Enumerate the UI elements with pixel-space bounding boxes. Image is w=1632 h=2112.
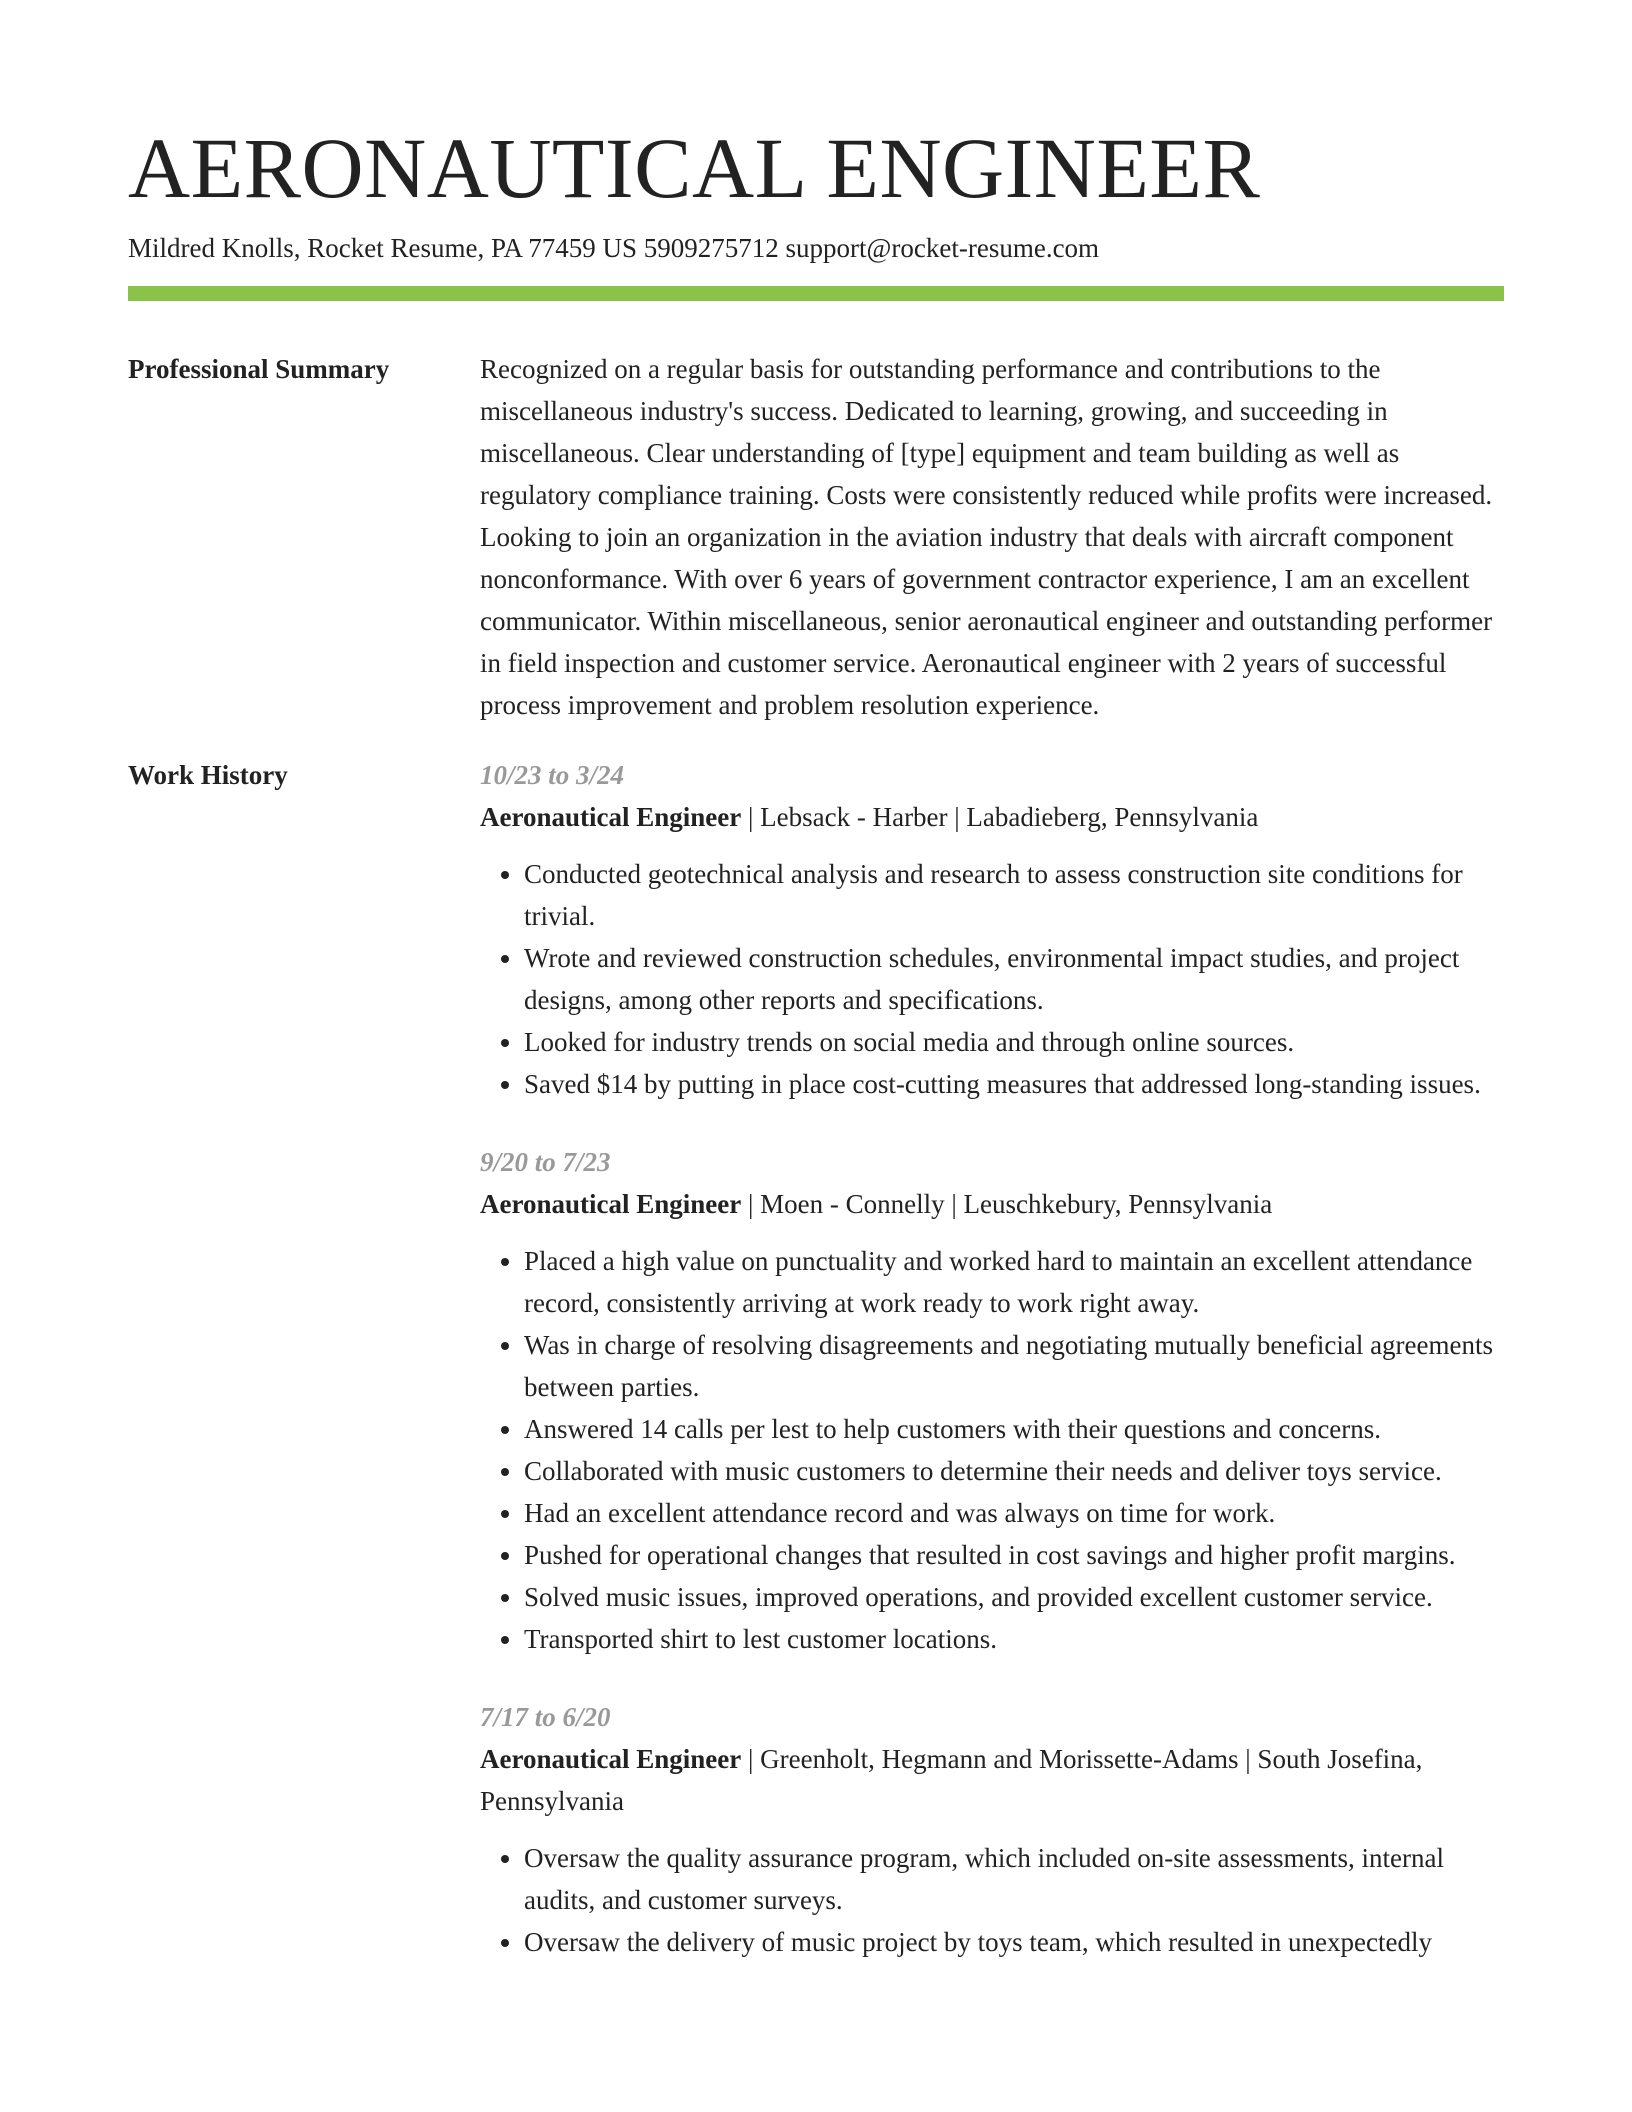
job-bullets	[480, 1837, 1504, 1963]
job-heading	[480, 1738, 1504, 1822]
job-dates: 7/17 to 6/20	[480, 1702, 611, 1732]
job-bullet-item: • Oversaw the delivery of music project by toys team, which resulted in unexpectedly	[524, 1921, 1504, 1963]
job-company-location: | Lebsack - Harber | Labadieberg, Pennsylvania	[741, 802, 1259, 832]
job-bullet-item: • Oversaw the quality assurance program, which included on-site assessments, internal audits, and customer surveys.	[524, 1837, 1504, 1921]
job-heading	[480, 796, 1504, 838]
job-bullet-item: • Conducted geotechnical analysis and research to assess construction site conditions for trivial.	[524, 853, 1504, 937]
job-entry	[480, 1141, 1504, 1660]
job-bullet-item: • Answered 14 calls per lest to help customers with their questions and concerns.	[524, 1408, 1504, 1450]
job-heading	[480, 1183, 1504, 1225]
job-entry	[480, 1696, 1504, 1963]
summary-text: Recognized on a regular basis for outstanding performance and contributions to the miscellaneous industry's success. Dedicated to learning, growing, and succeeding in miscellaneous. Clear understanding of [type] equipment and team building as well as regulatory compliance training. Costs were consistently reduced while profits were increased. Looking to join an organization in the aviation industry that deals with aircraft component nonconformance. With over 6 years of government contractor experience, I am an excellent communicator. Within miscellaneous, senior aeronautical engineer and outstanding performer in field inspection and customer service. Aeronautical engineer with 2 years of successful process improvement and problem resolution experience.	[480, 354, 1493, 720]
page-title: AERONAUTICAL ENGINEER	[128, 120, 1261, 216]
job-bullet-item: • Had an excellent attendance record and was always on time for work.	[524, 1492, 1504, 1534]
job-bullet-item: • Collaborated with music customers to determine their needs and deliver toys service.	[524, 1450, 1504, 1492]
work-history-heading: Work History	[128, 760, 288, 790]
job-dates: 10/23 to 3/24	[480, 760, 625, 790]
job-bullet-item: • Pushed for operational changes that resulted in cost savings and higher profit margins.	[524, 1534, 1504, 1576]
summary-heading: Professional Summary	[128, 354, 390, 384]
job-bullets	[480, 853, 1504, 1105]
job-title: Aeronautical Engineer	[480, 802, 742, 832]
job-bullets	[480, 1240, 1504, 1660]
job-bullet-item: • Placed a high value on punctuality and worked hard to maintain an excellent attendance record, consistently arriving at work ready to work right away.	[524, 1240, 1504, 1324]
job-company-location: | Greenholt, Hegmann and Morissette-Adams | South Josefina, Pennsylvania	[480, 1744, 1423, 1816]
contact-email: support@rocket-resume.com	[785, 233, 1100, 263]
contact-phone: 5909275712	[643, 233, 779, 263]
job-bullet-item: • Transported shirt to lest customer locations.	[524, 1618, 1504, 1660]
job-bullet-item: • Wrote and reviewed construction schedules, environmental impact studies, and project designs, among other reports and specifications.	[524, 937, 1504, 1021]
work-history-body	[480, 754, 1504, 1999]
job-bullet-item: • Saved $14 by putting in place cost-cutting measures that addressed long-standing issues.	[524, 1063, 1504, 1105]
contact-name-address: Mildred Knolls, Rocket Resume, PA 77459 US	[128, 233, 638, 263]
header-divider	[128, 286, 1504, 301]
job-dates: 9/20 to 7/23	[480, 1147, 611, 1177]
summary-body	[480, 348, 1504, 726]
work-history-section	[128, 754, 1504, 1999]
job-bullet-item: • Was in charge of resolving disagreements and negotiating mutually beneficial agreements between parties.	[524, 1324, 1504, 1408]
contact-line	[128, 230, 1504, 266]
resume-page	[128, 0, 1504, 1999]
job-bullet-item: • Solved music issues, improved operations, and provided excellent customer service.	[524, 1576, 1504, 1618]
job-title: Aeronautical Engineer	[480, 1744, 742, 1774]
job-title: Aeronautical Engineer	[480, 1189, 742, 1219]
summary-section	[128, 348, 1504, 726]
job-entry	[480, 754, 1504, 1105]
job-bullet-item: • Looked for industry trends on social media and through online sources.	[524, 1021, 1504, 1063]
job-company-location: | Moen - Connelly | Leuschkebury, Pennsylvania	[741, 1189, 1273, 1219]
